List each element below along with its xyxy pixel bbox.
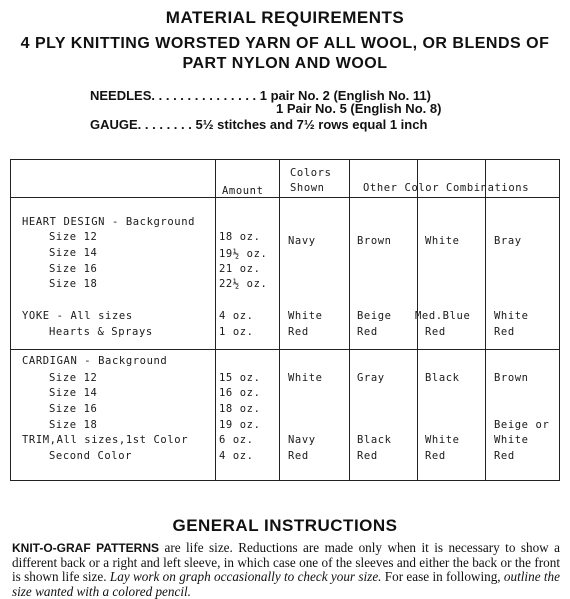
- row-combo-1: Beige: [357, 310, 392, 322]
- row-combo-3: Beige or: [494, 419, 550, 431]
- column-header-shown: Shown: [290, 182, 325, 194]
- row-shown: White: [288, 310, 323, 322]
- row-combo-2: White: [425, 235, 460, 247]
- column-header-colors: Colors: [290, 167, 332, 179]
- column-header-amount: Amount: [222, 185, 264, 197]
- row-combo-2: Med.Blue: [415, 310, 471, 322]
- row-combo-3: Bray: [494, 235, 522, 247]
- column-header-other: Other Color Combinations: [363, 182, 530, 194]
- row-label: Second Color: [49, 450, 133, 462]
- yarn-description: 4 PLY KNITTING WORSTED YARN OF ALL WOOL, OR BLENDS OF PART NYLON AND WOOL: [20, 35, 550, 72]
- row-shown: Red: [288, 326, 309, 338]
- table-divider: [11, 197, 559, 198]
- row-shown: Red: [288, 450, 309, 462]
- body-text-2: For ease in following,: [381, 569, 504, 585]
- row-combo-1: Brown: [357, 235, 392, 247]
- row-amount: 19½ oz.: [219, 248, 268, 260]
- row-label: Hearts & Sprays: [49, 326, 153, 338]
- gauge-label: GAUGE: [90, 117, 138, 132]
- table-column-divider: [279, 160, 280, 480]
- row-shown: White: [288, 372, 323, 384]
- row-amount: 4 oz.: [219, 450, 254, 462]
- table-column-divider: [485, 160, 486, 480]
- row-amount: 22½ oz.: [219, 278, 268, 290]
- gauge-line: GAUGE. . . . . . . . 5½ stitches and 7½ rows equal 1 inch: [90, 117, 428, 132]
- row-label: Size 12: [49, 372, 98, 384]
- materials-table: [10, 159, 560, 481]
- row-label: TRIM,All sizes,1st Color: [22, 434, 189, 446]
- italic-text-2: outline the size wanted with a colored pencil.: [12, 569, 560, 599]
- table-column-divider: [215, 160, 216, 480]
- row-label: Size 16: [49, 263, 98, 275]
- row-label: Size 14: [49, 247, 98, 259]
- row-combo-1: Black: [357, 434, 392, 446]
- row-amount: 15 oz.: [219, 372, 261, 384]
- row-shown: Navy: [288, 434, 316, 446]
- row-amount: 1 oz.: [219, 326, 254, 338]
- table-column-divider: [349, 160, 350, 480]
- row-label: HEART DESIGN - Background: [22, 216, 196, 228]
- row-label: Size 18: [49, 419, 98, 431]
- row-label: YOKE - All sizes: [22, 310, 133, 322]
- gauge-value: 5½ stitches and 7½ rows equal 1 inch: [195, 117, 428, 132]
- row-amount: 21 oz.: [219, 263, 261, 275]
- row-shown: Navy: [288, 235, 316, 247]
- needles-label: NEEDLES: [90, 88, 152, 103]
- page-title: MATERIAL REQUIREMENTS: [165, 8, 405, 27]
- row-amount: 6 oz.: [219, 434, 254, 446]
- row-combo-3: Red: [494, 450, 515, 462]
- row-label: Size 16: [49, 403, 98, 415]
- row-label: Size 12: [49, 231, 98, 243]
- row-combo-3: Red: [494, 326, 515, 338]
- row-combo-1: Red: [357, 326, 378, 338]
- row-combo-2: Red: [425, 326, 446, 338]
- row-label: Size 14: [49, 387, 98, 399]
- row-combo-3: Brown: [494, 372, 529, 384]
- row-amount: 16 oz.: [219, 387, 261, 399]
- row-combo-2: Red: [425, 450, 446, 462]
- row-amount: 19 oz.: [219, 419, 261, 431]
- row-combo-2: White: [425, 434, 460, 446]
- needles-value-2: 1 Pair No. 5 (English No. 8): [276, 101, 442, 116]
- general-instructions-heading: GENERAL INSTRUCTIONS: [172, 516, 398, 535]
- row-label: Size 18: [49, 278, 98, 290]
- row-combo-3: White: [494, 434, 529, 446]
- body-text: are life size. Reductions are made only when it is necessary to show a different back or a right and left sleeve, in which case one of the sleeves and either the back or the front is shown life size.: [12, 540, 560, 585]
- italic-text: Lay work on graph occasionally to check your size.: [109, 569, 382, 585]
- row-amount: 18 oz.: [219, 403, 261, 415]
- general-instructions-text: [12, 541, 560, 599]
- row-combo-2: Black: [425, 372, 460, 384]
- row-combo-1: Gray: [357, 372, 385, 384]
- row-amount: 4 oz.: [219, 310, 254, 322]
- row-combo-1: Red: [357, 450, 378, 462]
- row-amount: 18 oz.: [219, 231, 261, 243]
- needles-value-1: 1 pair No. 2 (English No. 11): [259, 88, 431, 103]
- table-divider: [11, 349, 559, 350]
- row-combo-3: White: [494, 310, 529, 322]
- lead-text: KNIT-O-GRAF PATTERNS: [12, 541, 160, 555]
- needles-line-1: NEEDLES. . . . . . . . . . . . . . . 1 pair No. 2 (English No. 11): [90, 88, 431, 103]
- row-label: CARDIGAN - Background: [22, 355, 168, 367]
